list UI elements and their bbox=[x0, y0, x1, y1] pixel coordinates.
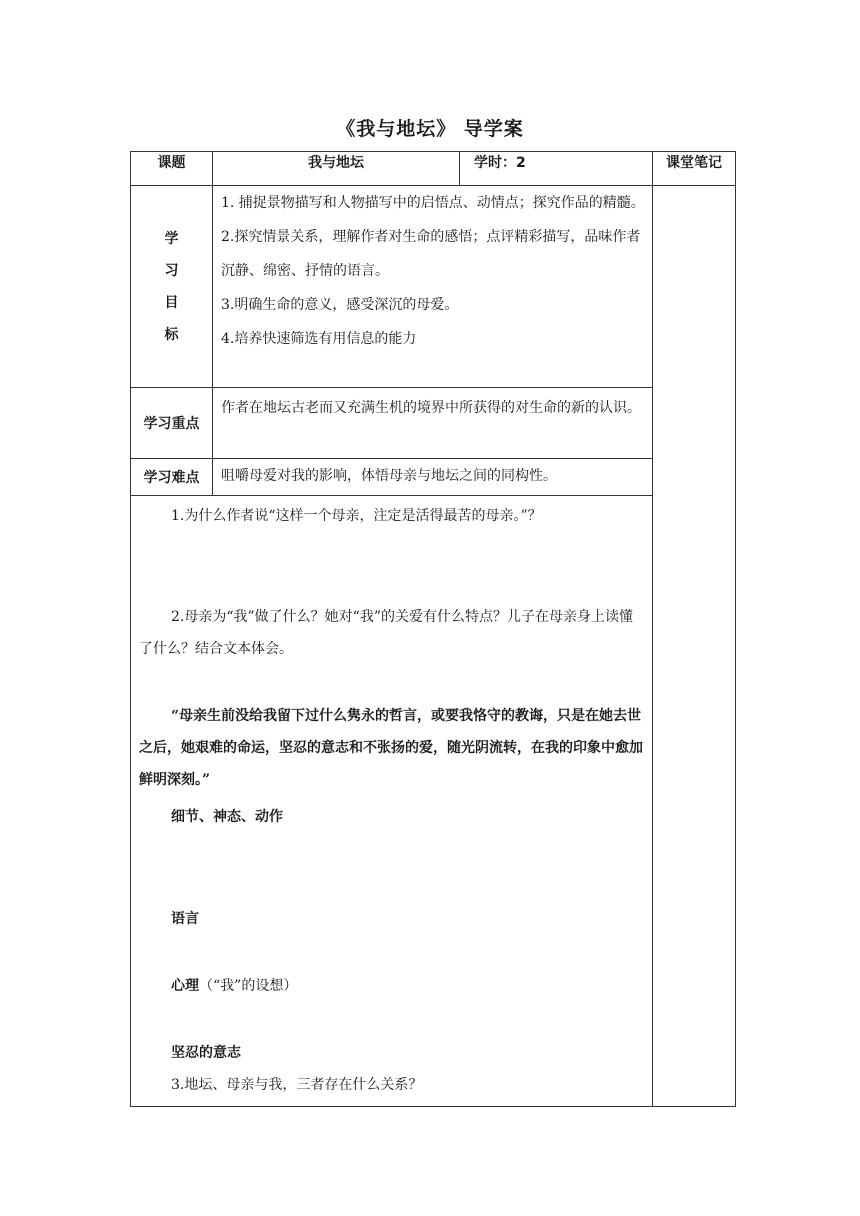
goals-label-char: 标 bbox=[164, 326, 179, 343]
goal-item: 2.探究情景关系，理解作者对生命的感悟；点评精彩描写，品味作者沉静、绵密、抒情的语言。 bbox=[221, 229, 641, 279]
difficulty-label: 学习难点 bbox=[131, 459, 213, 496]
heading-detail: 细节、神态、动作 bbox=[171, 809, 283, 825]
goals-row bbox=[131, 186, 736, 388]
difficulty-text: 咀嚼母爱对我的影响，体悟母亲与地坛之间的同构性。 bbox=[213, 459, 653, 496]
goal-item: 3.明确生命的意义，感受深沉的母爱。 bbox=[221, 297, 459, 313]
goals-label bbox=[131, 186, 213, 388]
goals-label-char: 目 bbox=[164, 294, 179, 311]
main-row bbox=[131, 496, 736, 1107]
goal-item: 4.培养快速筛选有用信息的能力 bbox=[221, 331, 417, 347]
notes-column bbox=[653, 186, 736, 1107]
page-title: 《我与地坛》 导学案 bbox=[336, 118, 524, 140]
heading-psychology bbox=[131, 970, 652, 1002]
focus-row bbox=[131, 388, 736, 459]
question-3: 3.地坛、母亲与我，三者存在什么关系？ bbox=[171, 1077, 423, 1093]
quote-passage: “母亲生前没给我留下过什么隽永的哲言，或要我恪守的教诲，只是在她去世之后，她艰难的命运，坚忍的意志和不张扬的爱，随光阴流转，在我的印象中愈加鲜明深刻。” bbox=[139, 708, 643, 788]
notes-label: 课堂笔记 bbox=[653, 152, 736, 186]
focus-text: 作者在地坛古老而又充满生机的境界中所获得的对生命的新的认识。 bbox=[213, 388, 653, 459]
goal-item: 1. 捕捉景物描写和人物描写中的启悟点、动情点；探究作品的精髓。 bbox=[221, 195, 645, 211]
header-row bbox=[131, 152, 736, 186]
question-2: 2.母亲为“我”做了什么？她对“我”的关爱有什么特点？儿子在母亲身上读懂了什么？结合文本体会。 bbox=[139, 609, 633, 657]
question-1: 1.为什么作者说“这样一个母亲，注定是活得最苦的母亲。”？ bbox=[171, 508, 542, 524]
heading-language: 语言 bbox=[171, 911, 199, 927]
difficulty-row bbox=[131, 459, 736, 496]
goals-content bbox=[213, 186, 653, 388]
class-hours: 学时：2 bbox=[460, 152, 653, 186]
goals-label-char: 习 bbox=[164, 262, 179, 279]
goals-label-char: 学 bbox=[164, 230, 179, 247]
course-label: 课题 bbox=[131, 152, 213, 186]
lesson-plan-table bbox=[130, 151, 736, 1107]
heading-will: 坚忍的意志 bbox=[171, 1045, 241, 1061]
psychology-note: （“我”的设想） bbox=[199, 978, 298, 994]
psychology-label: 心理 bbox=[171, 978, 199, 994]
course-value: 我与地坛 bbox=[213, 152, 460, 186]
focus-label: 学习重点 bbox=[131, 388, 213, 459]
main-content bbox=[131, 496, 653, 1107]
